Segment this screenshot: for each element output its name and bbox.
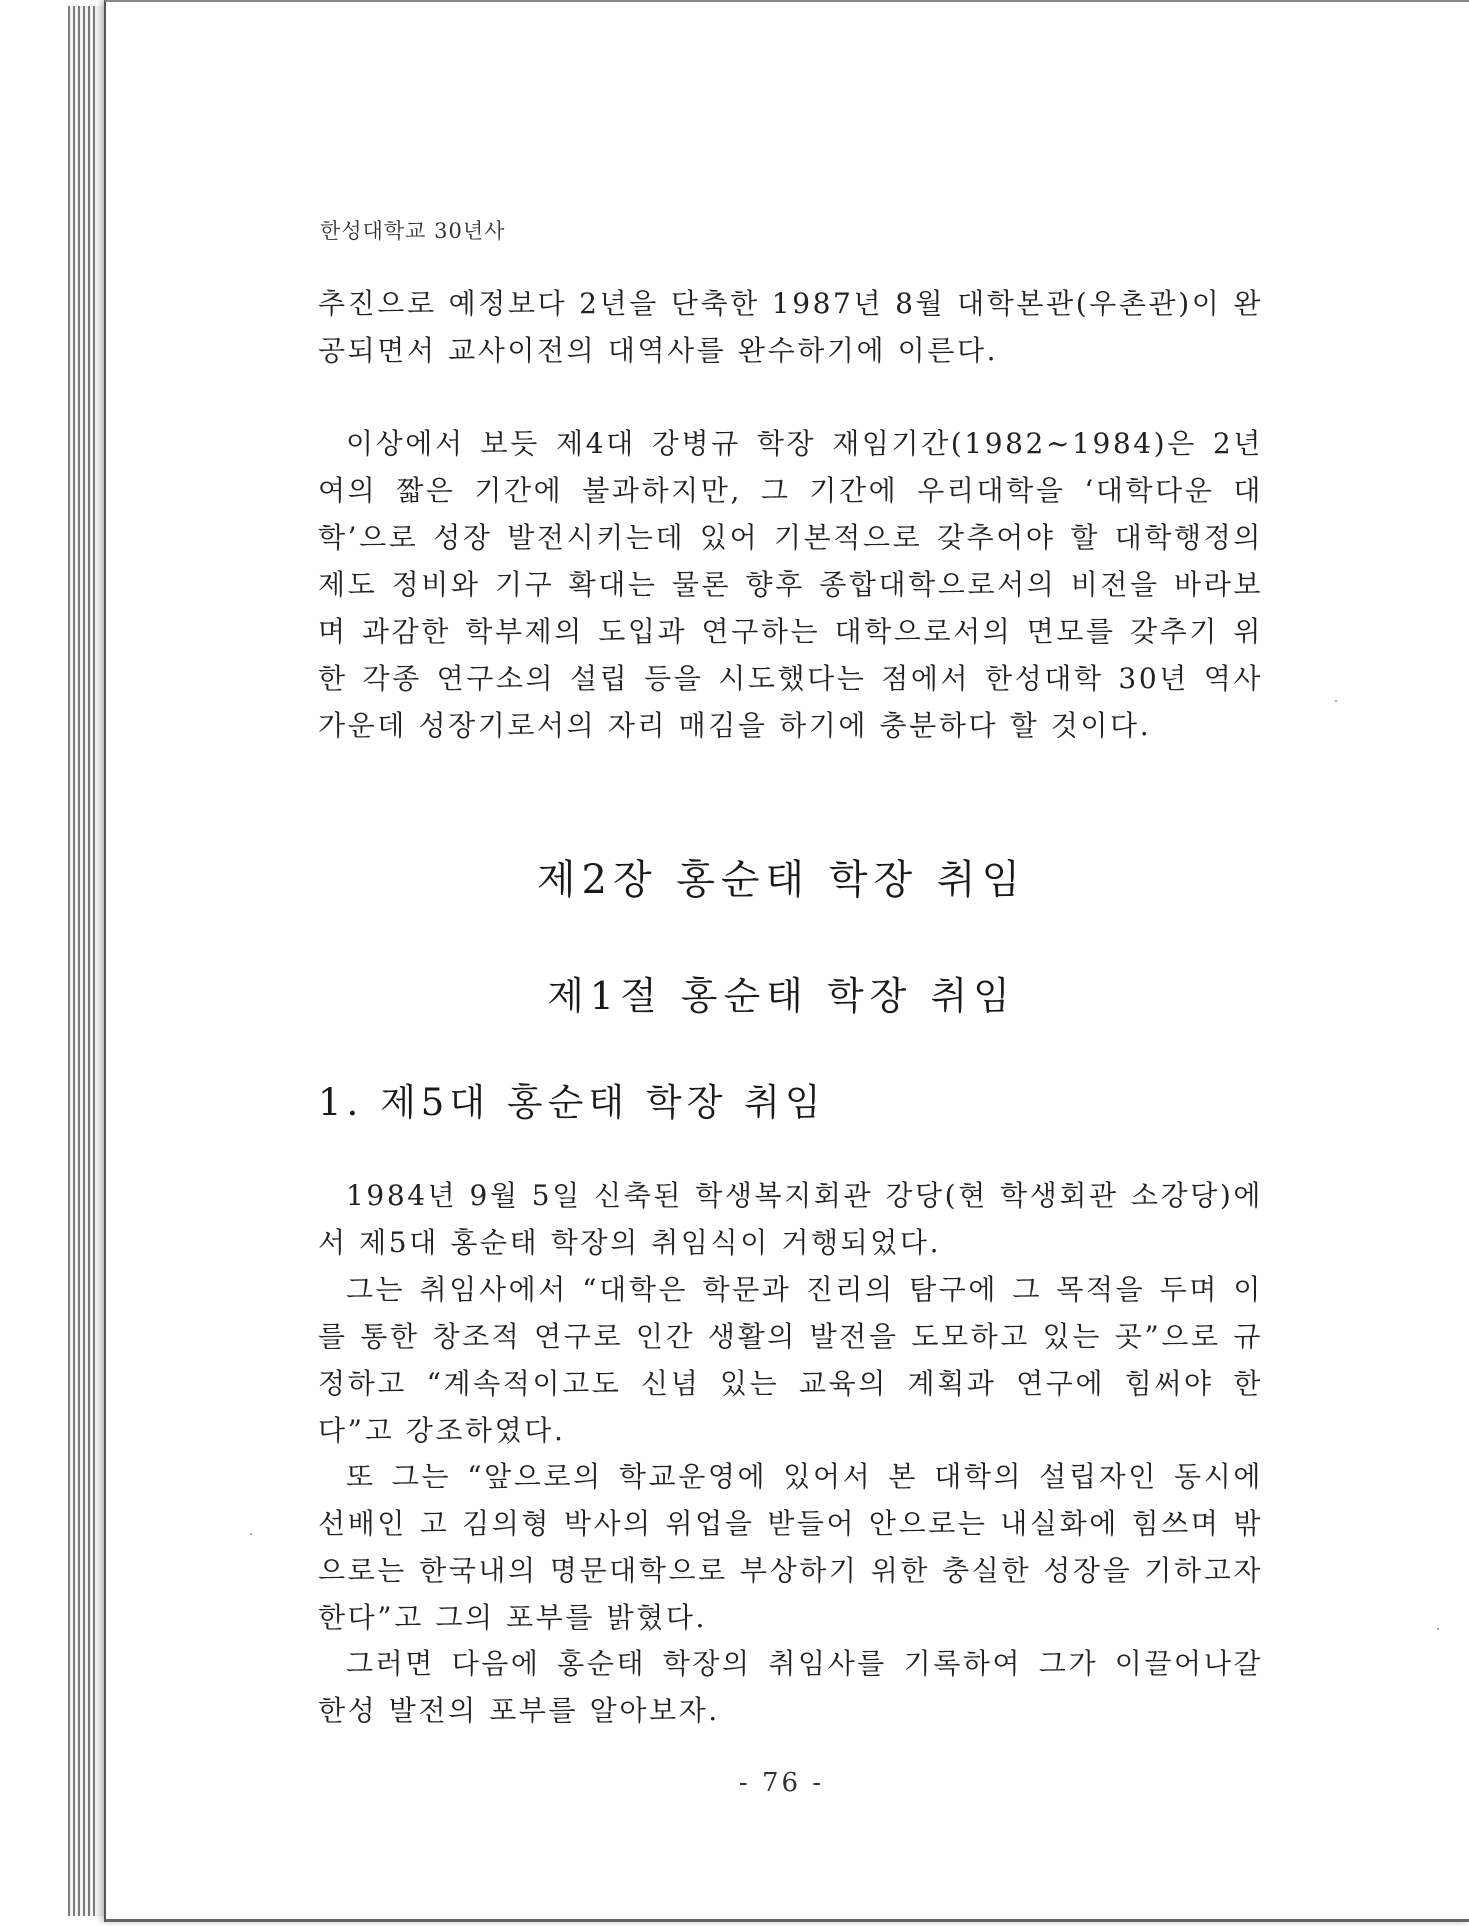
scan-speck	[250, 1533, 252, 1535]
paragraph-speech-1: 그는 취임사에서 “대학은 학문과 진리의 탐구에 그 목적을 두며 이를 통한 창조적 연구로 인간 생활의 발전을 도모하고 있는 곳”으로 규정하고 “계속적이고도 신념 있는 교육의 계획과 연구에 힘써야 한다”고 강조하였다.	[318, 1273, 1263, 1447]
running-head: 한성대학교 30년사	[320, 219, 506, 243]
paragraph-summary: 이상에서 보듯 제4대 강병규 학장 재임기간(1982~1984)은 2년여의 짧은 기간에 불과하지만, 그 기간에 우리대학을 ‘대학다운 대학’으로 성장 발전시키는데 있어 기본적으로 갖추어야 할 대학행정의 제도 정비와 기구 확대는 물론 향후 종합대학으로서의 비전을 바라보며 과감한 학부제의 도입과 연구하는 대학으로서의 면모를 갖추기 위한 각종 연구소의 설립 등을 시도했다는 점에서 한성대학 30년 역사 가운데 성장기로서의 자리 매김을 하기에 충분하다 할 것이다.	[318, 427, 1263, 742]
subsection-title: 1. 제5대 홍순태 학장 취임	[318, 1081, 826, 1124]
paragraph-closing: 그러면 다음에 홍순태 학장의 취임사를 기록하여 그가 이끌어나갈 한성 발전의 포부를 알아보자.	[318, 1647, 1263, 1727]
section-title: 제1절 홍순태 학장 취임	[547, 974, 1016, 1018]
page-stack-edges	[68, 6, 108, 1916]
paragraph-inauguration: 1984년 9월 5일 신축된 학생복지회관 강당(현 학생회관 소강당)에서 제5대 홍순태 학장의 취임식이 거행되었다.	[318, 1179, 1263, 1259]
scan-speck	[1335, 700, 1337, 702]
paragraph-speech-2: 또 그는 “앞으로의 학교운영에 있어서 본 대학의 설립자인 동시에 선배인 고 김의형 박사의 위업을 받들어 안으로는 내실화에 힘쓰며 밖으로는 한국내의 명문대학으로 부상하기 위한 충실한 성장을 기하고자 한다”고 그의 포부를 밝혔다.	[318, 1460, 1263, 1634]
scan-speck	[1437, 1628, 1439, 1630]
chapter-title: 제2장 홍순태 학장 취임	[536, 857, 1027, 903]
paragraph-continuation: 추진으로 예정보다 2년을 단축한 1987년 8월 대학본관(우촌관)이 완공되면서 교사이전의 대역사를 완수하기에 이른다.	[318, 287, 1263, 367]
page-number: - 76 -	[738, 1768, 825, 1798]
